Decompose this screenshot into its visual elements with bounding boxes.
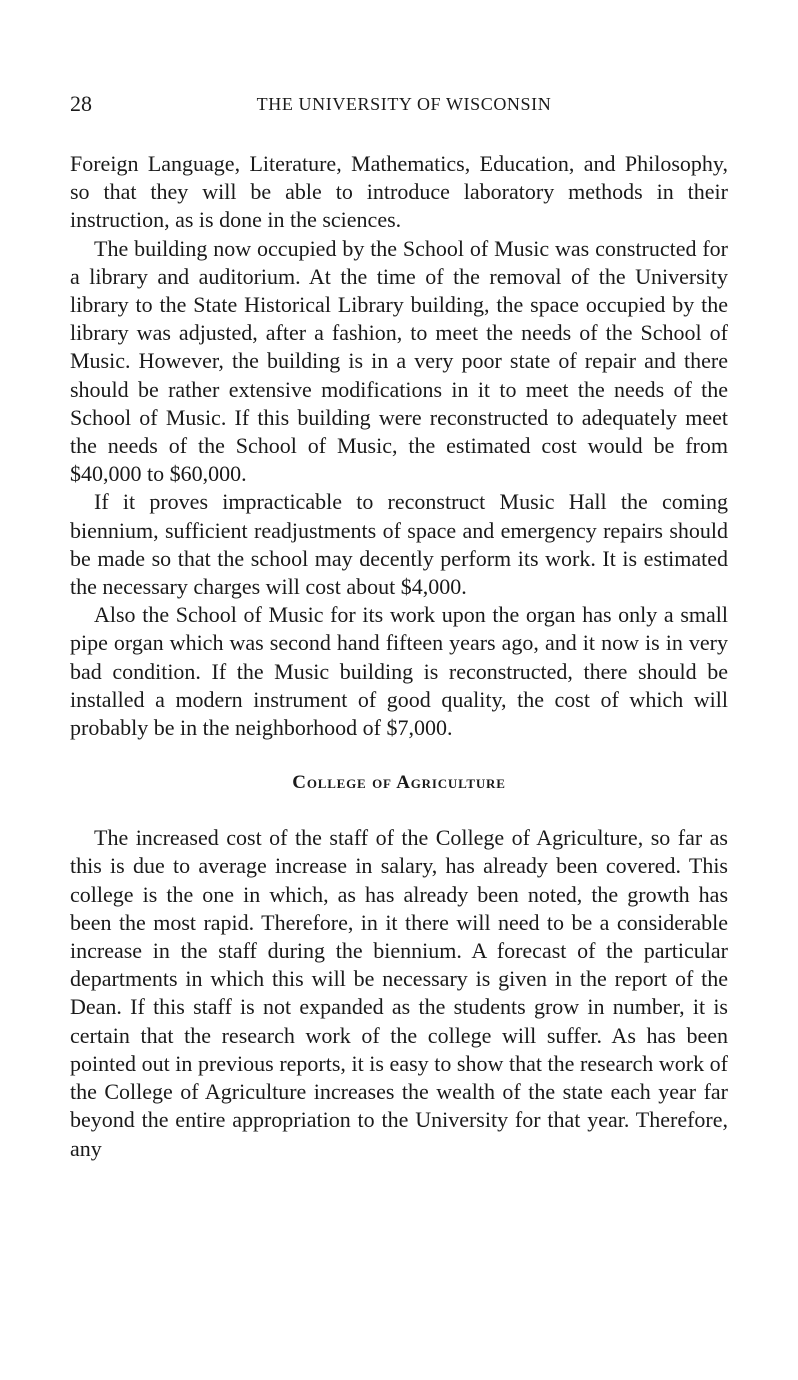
page-number: 28 (70, 91, 92, 116)
paragraph-music-building: The building now occupied by the School of Music was constructed for a library and auditorium. At the time of the removal of the University library to the State Historical Library building, the space occupied by the library was adjusted, after a fashion, to meet the needs of the School of Music. However, the building is in a very poor state of repair and there should be rather extensive modifications in it to meet the needs of the School of Music. If this building were reconstructed to adequately meet the needs of the School of Music, the estimated cost would be from $40,000 to $60,000. (70, 235, 728, 487)
paragraph-continuation: Foreign Language, Literature, Mathematics, Education, and Philosophy, so that they will be able to introduce laboratory methods in their instruction, as is done in the sciences. (70, 151, 728, 233)
section-heading: College of Agriculture (292, 772, 506, 794)
body-text (70, 150, 728, 1163)
paragraph-agriculture-staff: The increased cost of the staff of the College of Agriculture, so far as this is due to average increase in salary, has already been covered. This college is the one in which, as has already been noted, the growth has been the most rapid. Therefore, in it there will need to be a considerable increase in the staff during the biennium. A forecast of the particular departments in which this will be necessary is given in the report of the Dean. If this staff is not expanded as the students grow in number, it is certain that the research work of the college will suffer. As has been pointed out in previous reports, it is easy to show that the research work of the College of Agriculture increases the wealth of the state each year far beyond the entire appropriation to the University for that year. Therefore, any (70, 825, 728, 1161)
running-head (70, 89, 728, 119)
paragraph-pipe-organ: Also the School of Music for its work upon the organ has only a small pipe organ which was second hand fifteen years ago, and it now is in very bad condition. If the Music building is reconstructed, there should be installed a modern instrument of good quality, the cost of which will probably be in the neighborhood of $7,000. (70, 602, 728, 741)
running-head-title: THE UNIVERSITY OF WISCONSIN (256, 94, 552, 114)
paragraph-music-hall: If it proves impracticable to reconstruct Music Hall the coming biennium, sufficient readjustments of space and emergency repairs should be made so that the school may decently perform its work. It is estimated the necessary charges will cost about $4,000. (70, 489, 728, 600)
